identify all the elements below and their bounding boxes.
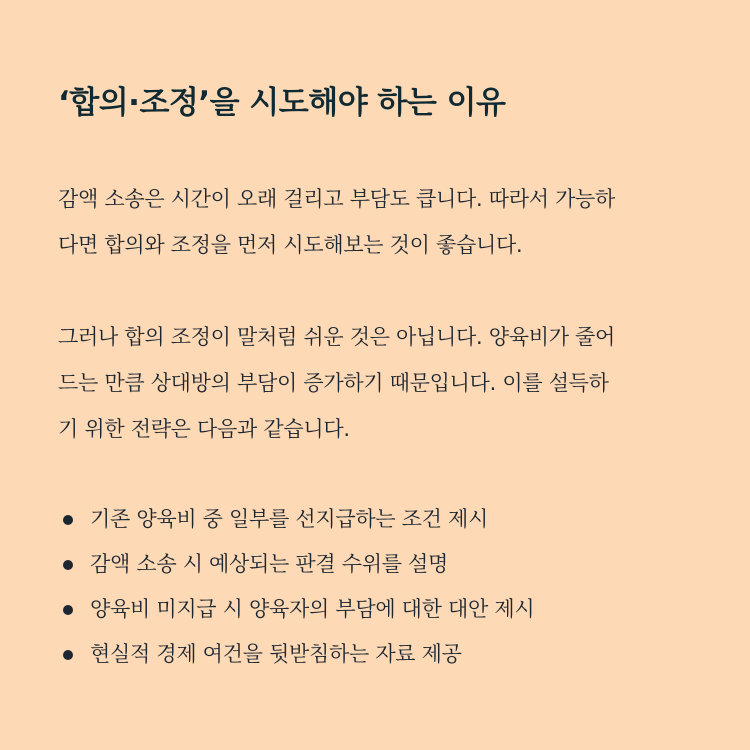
strategy-list (58, 497, 534, 677)
list-item-label: 기존 양육비 중 일부를 선지급하는 조건 제시 (90, 507, 488, 531)
bullet-icon (63, 650, 73, 660)
paragraph-line: 그러나 합의 조정이 말처럼 쉬운 것은 아닙니다. 양육비가 줄어 (58, 325, 616, 349)
paragraph-line: 기 위한 전략은 다음과 같습니다. (58, 417, 350, 441)
paragraph-line: 감액 소송은 시간이 오래 걸리고 부담도 큽니다. 따라서 가능하 (58, 187, 616, 211)
intro-paragraph (58, 176, 698, 268)
bullet-icon (63, 515, 73, 525)
bullet-icon (63, 560, 73, 570)
list-item-label: 양육비 미지급 시 양육자의 부담에 대한 대안 제시 (90, 597, 535, 621)
bullet-icon (63, 605, 73, 615)
list-item (58, 632, 534, 677)
list-item (58, 542, 534, 587)
list-item-label: 감액 소송 시 예상되는 판결 수위를 설명 (90, 552, 449, 576)
paragraph-line: 다면 합의와 조정을 먼저 시도해보는 것이 좋습니다. (58, 233, 523, 257)
page-title: ‘합의·조정’을 시도해야 하는 이유 (58, 85, 506, 121)
paragraph-line: 드는 만큼 상대방의 부담이 증가하기 때문입니다. 이를 설득하 (58, 371, 609, 395)
list-item (58, 497, 534, 542)
strategy-paragraph (58, 314, 698, 452)
list-item (58, 587, 534, 632)
list-item-label: 현실적 경제 여건을 뒷받침하는 자료 제공 (90, 642, 462, 666)
